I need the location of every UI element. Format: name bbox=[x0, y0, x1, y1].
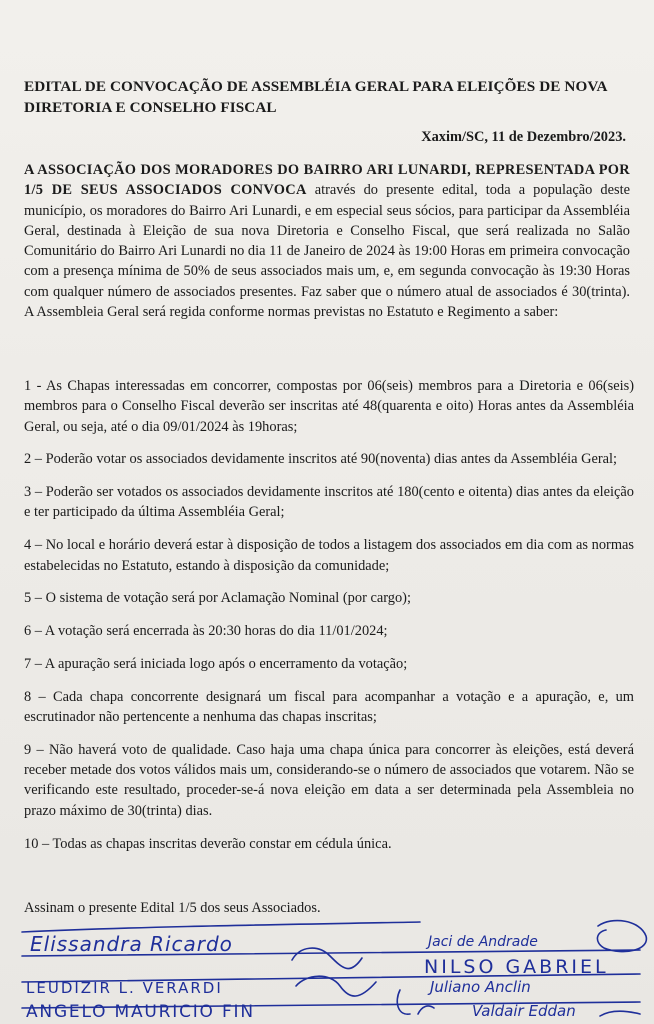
signature-flourish bbox=[292, 948, 362, 968]
signature-flourish bbox=[418, 1006, 434, 1014]
date-line: Xaxim/SC, 11 de Dezembro/2023. bbox=[421, 129, 626, 145]
signature: Jaci de Andrade bbox=[428, 934, 538, 950]
signature: LEUDIZIR L. VERARDI bbox=[26, 979, 223, 997]
items-list bbox=[24, 376, 634, 866]
intro-bold-text: A ASSOCIAÇÃO DOS MORADORES DO BAIRRO ARI LUNARDI, REPRESENTADA POR 1/5 DE SEUS ASSOCIADOS CONVOCA bbox=[24, 162, 630, 199]
signature-intro: Assinam o presente Edital 1/5 dos seus Associados. bbox=[24, 900, 321, 916]
document-title: EDITAL DE CONVOCAÇÃO DE ASSEMBLÉIA GERAL PARA ELEIÇÕES DE NOVA DIRETORIA E CONSELHO FISCAL bbox=[24, 78, 607, 116]
list-item: 10 – Todas as chapas inscritas deverão constar em cédula única. bbox=[24, 835, 392, 852]
signature: NILSO GABRIEL bbox=[424, 956, 609, 978]
intro-paragraph bbox=[24, 160, 630, 322]
list-item: 4 – No local e horário deverá estar à disposição de todos a listagem dos associados em dia com as normas estabelecidas no Estatuto, estando à disposição da comunidade; bbox=[24, 537, 634, 574]
signature-flourish bbox=[296, 976, 376, 996]
signature-flourish bbox=[397, 990, 410, 1014]
signature-flourish bbox=[597, 921, 646, 952]
intro-body-text: através do presente edital, toda a população deste município, os moradores do Bairro Ari Lunardi, e em especial seus sócios, para participar da Assembléia Geral, destinada à Eleição de sua nova Diretoria e Conselho Fiscal, que será realizada no Salão Comunitário do Bairro Ari Lunardi no dia 11 de Janeiro de 2024 às 19:00 Horas em primeira convocação com a presença mínima de 50% de seus associados mais um, e, em segunda convocação às 19:30 Horas com qualquer número de associados presentes. Faz saber que o número atual de associados é 30(trinta). A Assembleia Geral será regida conforme normas previstas no Estatuto e Regimento a saber: bbox=[24, 182, 630, 321]
list-item: 7 – A apuração será iniciada logo após o encerramento da votação; bbox=[24, 655, 408, 672]
signature: ANGELO MAURICIO FIN bbox=[26, 1002, 255, 1022]
signature: Juliano Anclin bbox=[430, 978, 531, 996]
list-item: 6 – A votação será encerrada às 20:30 horas do dia 11/01/2024; bbox=[24, 623, 388, 640]
signatures-area bbox=[0, 916, 654, 1024]
signature: Elissandra Ricardo bbox=[30, 932, 233, 956]
list-item: 2 – Poderão votar os associados devidamente inscritos até 90(noventa) dias antes da Assembléia Geral; bbox=[24, 451, 618, 468]
list-item: 5 – O sistema de votação será por Aclamação Nominal (por cargo); bbox=[24, 590, 411, 607]
list-item: 9 – Não haverá voto de qualidade. Caso haja uma chapa única para concorrer às eleições, está deverá receber metade dos votos válidos mais um, considerando-se o número de associados que votarem. Não se verificando este resultado, proceder-se-á nova eleição em data a ser determinada pela Assembleia no prazo máximo de 30(trinta) dias. bbox=[24, 741, 634, 819]
signature: Valdair Eddan bbox=[472, 1002, 576, 1020]
signature-underline bbox=[22, 922, 420, 932]
list-item: 1 - As Chapas interessadas em concorrer, compostas por 06(seis) membros para a Diretoria e 06(seis) membros para o Conselho Fiscal deverão ser inscritas até 48(quarenta e oito) Horas antes da Assembléia Geral, ou seja, até o dia 09/01/2024 às 19horas; bbox=[24, 378, 634, 435]
list-item: 8 – Cada chapa concorrente designará um fiscal para acompanhar a votação e a apuração, e, um escrutinador não pertencente a nenhuma das chapas inscritas; bbox=[24, 688, 634, 726]
list-item: 3 – Poderão ser votados os associados devidamente inscritos até 180(cento e oitenta) dias antes da eleição e ter participado da última Assembléia Geral; bbox=[24, 484, 634, 521]
signature-flourish bbox=[600, 1011, 640, 1016]
